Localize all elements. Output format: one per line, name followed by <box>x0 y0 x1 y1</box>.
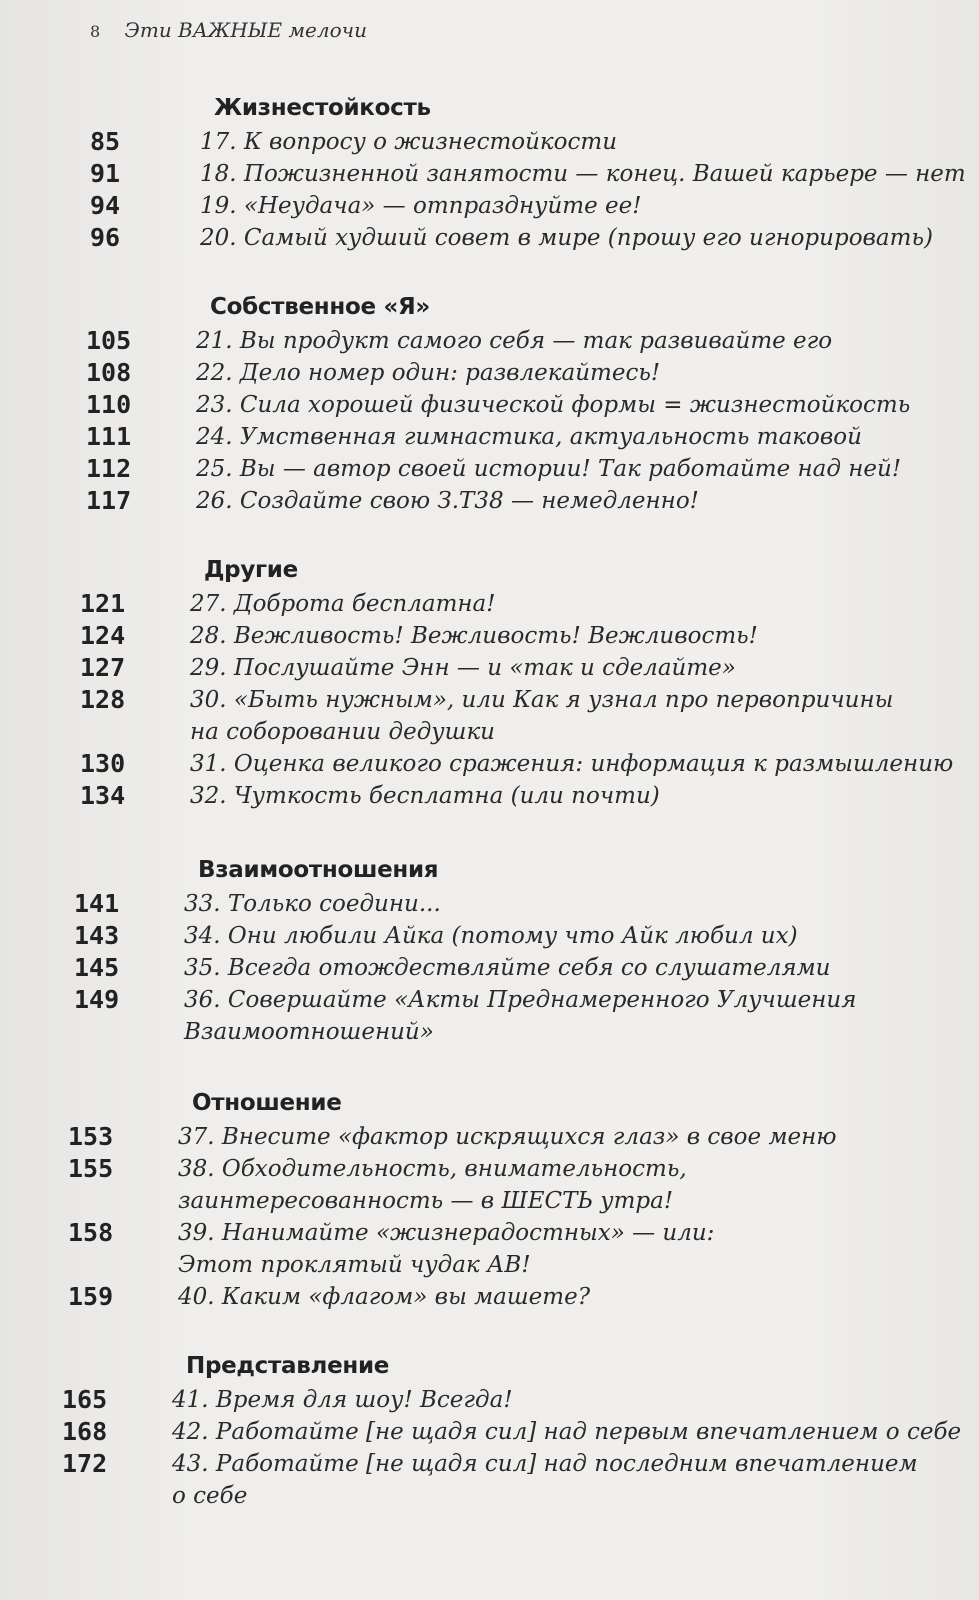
entry-text <box>172 1448 932 1512</box>
toc-section <box>74 852 944 1048</box>
toc-entry <box>86 485 956 517</box>
entry-page: 168 <box>62 1417 108 1446</box>
toc-entry <box>62 1448 932 1512</box>
section-title: Представление <box>186 1353 390 1379</box>
toc-entry <box>62 1384 932 1416</box>
toc-entry <box>74 888 944 920</box>
toc-entry <box>86 453 956 485</box>
entry-page: 159 <box>68 1282 114 1311</box>
entry-text-line: 43. Работайте [не щадя сил] над последним впечатлением <box>172 1451 918 1477</box>
running-head <box>90 18 367 42</box>
entry-text: 35. Всегда отождествляйте себя со слушателями <box>184 955 831 981</box>
entry-text: 20. Самый худший совет в мире (прошу его игнорировать) <box>200 225 933 251</box>
entry-page: 94 <box>90 191 121 220</box>
entry-page: 165 <box>62 1385 108 1414</box>
toc-entry <box>90 190 960 222</box>
toc-entry <box>80 620 950 652</box>
entry-page: 85 <box>90 127 121 156</box>
entry-text: 26. Создайте свою З.Т38 — немедленно! <box>196 488 699 514</box>
entry-page: 143 <box>74 921 120 950</box>
entry-text: 21. Вы продукт самого себя — так развивайте его <box>196 328 833 354</box>
entry-text-continuation: заинтересованность — в ШЕСТЬ утра! <box>178 1188 674 1214</box>
entry-page: 111 <box>86 422 132 451</box>
toc-entry <box>68 1153 938 1217</box>
running-head-title: Эти ВАЖНЫЕ мелочи <box>124 18 367 42</box>
toc-entry <box>86 421 956 453</box>
entry-text: 23. Сила хорошей физической формы = жизнестойкость <box>196 392 911 418</box>
toc-entry <box>74 920 944 952</box>
entry-page: 145 <box>74 953 120 982</box>
section-title: Жизнестойкость <box>214 95 431 121</box>
entry-page: 141 <box>74 889 120 918</box>
entry-text-line: 39. Нанимайте «жизнерадостных» — или: <box>178 1220 715 1246</box>
entry-text: 32. Чуткость бесплатна (или почти) <box>190 783 660 809</box>
toc-section <box>90 90 966 254</box>
toc-section <box>62 1348 962 1512</box>
entry-text: 28. Вежливость! Вежливость! Вежливость! <box>190 623 758 649</box>
entry-page: 155 <box>68 1154 114 1183</box>
entry-page: 134 <box>80 781 126 810</box>
toc-entry <box>90 222 960 254</box>
toc-entry <box>90 126 960 158</box>
entry-text: 31. Оценка великого сражения: информация к размышлению <box>190 751 954 777</box>
entry-text: 25. Вы — автор своей истории! Так работайте над ней! <box>196 456 902 482</box>
section-title: Отношение <box>192 1090 342 1116</box>
entry-text: 18. Пожизненной занятости — конец. Вашей карьере — нет <box>200 161 966 187</box>
toc-entry <box>80 652 950 684</box>
entry-page: 172 <box>62 1449 108 1478</box>
toc-entry <box>86 325 956 357</box>
entry-page: 158 <box>68 1218 114 1247</box>
entry-text: 27. Доброта бесплатна! <box>190 591 496 617</box>
entry-page: 91 <box>90 159 121 188</box>
toc-entry <box>80 684 950 748</box>
entry-page: 128 <box>80 685 126 714</box>
entry-text: 41. Время для шоу! Всегда! <box>172 1387 513 1413</box>
entry-text: 17. К вопросу о жизнестойкости <box>200 129 618 155</box>
entry-text: 37. Внесите «фактор искрящихся глаз» в свое меню <box>178 1124 837 1150</box>
entry-text-continuation: о себе <box>172 1483 248 1509</box>
toc-entry <box>68 1281 938 1313</box>
page-number: 8 <box>90 22 101 41</box>
entry-text: 24. Умственная гимнастика, актуальность таковой <box>196 424 862 450</box>
entry-text-continuation: на соборовании дедушки <box>190 719 495 745</box>
section-title: Собственное «Я» <box>210 294 430 320</box>
entry-page: 96 <box>90 223 121 252</box>
toc-section <box>68 1085 938 1313</box>
entry-text: 42. Работайте [не щадя сил] над первым впечатлением о себе <box>172 1419 962 1445</box>
entry-text: 34. Они любили Айка (потому что Айк любил их) <box>184 923 798 949</box>
entry-page: 124 <box>80 621 126 650</box>
toc-entry <box>80 588 950 620</box>
entry-text-line: 38. Обходительность, внимательность, <box>178 1156 687 1182</box>
entry-text-line: 36. Совершайте «Акты Преднамеренного Улучшения <box>184 987 857 1013</box>
entry-text <box>190 684 950 748</box>
toc-entry <box>62 1416 962 1448</box>
section-title: Взаимоотношения <box>198 857 439 883</box>
entry-text: 22. Дело номер один: развлекайтесь! <box>196 360 661 386</box>
entry-page: 105 <box>86 326 132 355</box>
entry-text: 33. Только соедини... <box>184 891 441 917</box>
entry-page: 149 <box>74 985 120 1014</box>
toc-section <box>86 289 956 517</box>
toc-entry <box>90 158 966 190</box>
section-title: Другие <box>204 557 298 583</box>
entry-page: 108 <box>86 358 132 387</box>
entry-text: 29. Послушайте Энн — и «так и сделайте» <box>190 655 736 681</box>
toc-entry <box>86 389 956 421</box>
entry-page: 121 <box>80 589 126 618</box>
entry-text-continuation: Взаимоотношений» <box>184 1019 434 1045</box>
toc-entry <box>74 952 944 984</box>
entry-text: 19. «Неудача» — отпразднуйте ее! <box>200 193 642 219</box>
entry-text: 40. Каким «флагом» вы машете? <box>178 1284 591 1310</box>
entry-page: 153 <box>68 1122 114 1151</box>
entry-text <box>178 1217 938 1281</box>
entry-page: 127 <box>80 653 126 682</box>
toc-section <box>80 552 954 812</box>
entry-page: 117 <box>86 486 132 515</box>
toc-entry <box>68 1121 938 1153</box>
entry-page: 110 <box>86 390 132 419</box>
entry-text <box>184 984 944 1048</box>
entry-page: 130 <box>80 749 126 778</box>
entry-text-continuation: Этот проклятый чудак АВ! <box>178 1252 531 1278</box>
toc-entry <box>68 1217 938 1281</box>
toc-entry <box>74 984 944 1048</box>
entry-text-line: 30. «Быть нужным», или Как я узнал про первопричины <box>190 687 894 713</box>
entry-text <box>178 1153 938 1217</box>
toc-entry <box>86 357 956 389</box>
entry-page: 112 <box>86 454 132 483</box>
toc-entry <box>80 780 950 812</box>
toc-entry <box>80 748 954 780</box>
